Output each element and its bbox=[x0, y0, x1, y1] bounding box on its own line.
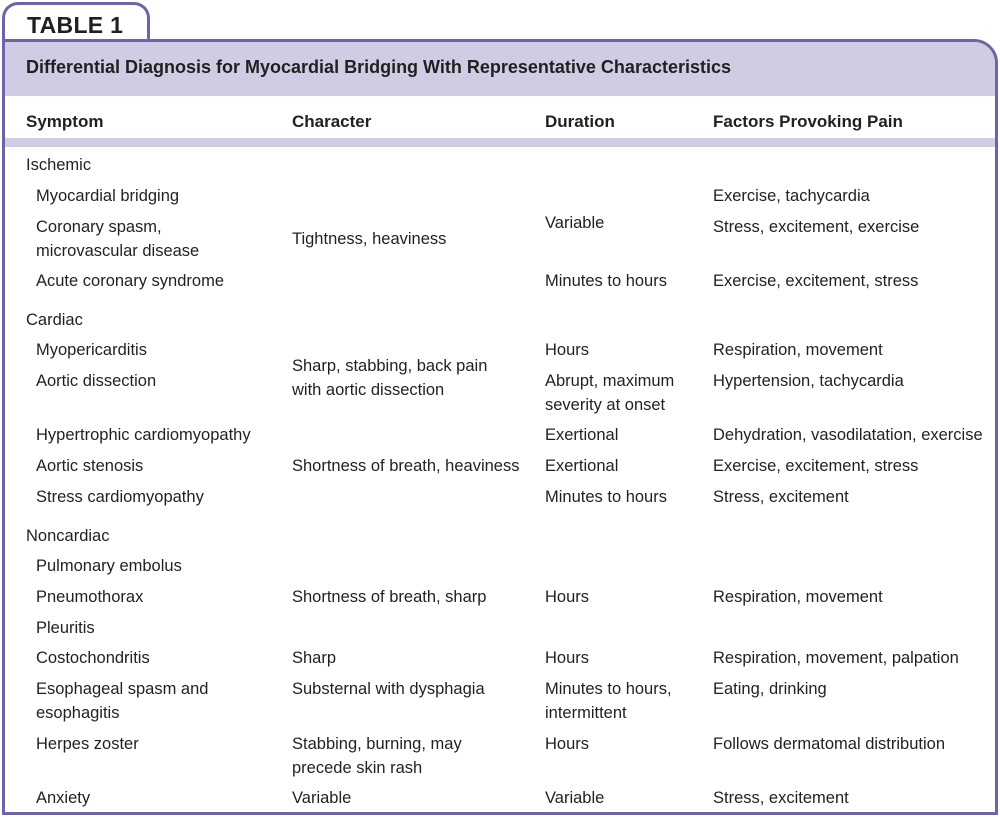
symptom-cell: Esophageal spasm and esophagitis bbox=[36, 680, 209, 722]
duration-cell: Exertional bbox=[545, 426, 619, 444]
table-frame bbox=[2, 39, 998, 815]
column-header-factors: Factors Provoking Pain bbox=[713, 112, 903, 131]
character-cell: Variable bbox=[292, 789, 352, 807]
symptom-cell: Coronary spasm, microvascular disease bbox=[36, 218, 200, 260]
table-label: TABLE 1 bbox=[27, 12, 124, 38]
category-label: Noncardiac bbox=[26, 527, 110, 545]
character-cell: Sharp, stabbing, back pain with aortic dissection bbox=[292, 357, 488, 399]
symptom-cell: Myopericarditis bbox=[36, 341, 147, 359]
character-cell: Substernal with dysphagia bbox=[292, 680, 485, 698]
factors-cell: Follows dermatomal distribution bbox=[713, 735, 946, 753]
symptom-cell: Anxiety bbox=[36, 789, 91, 807]
factors-cell: Respiration, movement, palpation bbox=[713, 649, 959, 667]
character-cell: Tightness, heaviness bbox=[292, 230, 447, 248]
factors-cell: Dehydration, vasodilatation, exercise bbox=[713, 426, 983, 444]
symptom-cell: Acute coronary syndrome bbox=[36, 272, 225, 290]
title-band bbox=[5, 42, 995, 96]
symptom-cell: Aortic dissection bbox=[36, 372, 157, 390]
symptom-cell: Aortic stenosis bbox=[36, 457, 144, 475]
character-cell: Shortness of breath, sharp bbox=[292, 588, 487, 606]
character-cell: Stabbing, burning, may precede skin rash bbox=[292, 735, 462, 777]
symptom-cell: Myocardial bridging bbox=[36, 187, 180, 205]
character-cell: Sharp bbox=[292, 649, 337, 667]
factors-cell: Stress, excitement bbox=[713, 488, 849, 506]
duration-cell: Variable bbox=[545, 789, 605, 807]
duration-cell: Hours bbox=[545, 341, 590, 359]
factors-cell: Hypertension, tachycardia bbox=[713, 372, 904, 390]
symptom-cell: Pulmonary embolus bbox=[36, 557, 182, 575]
duration-cell: Hours bbox=[545, 735, 590, 753]
symptom-cell: Herpes zoster bbox=[36, 735, 139, 753]
category-label: Ischemic bbox=[26, 156, 92, 174]
duration-cell: Minutes to hours, intermittent bbox=[545, 680, 672, 722]
table-title: Differential Diagnosis for Myocardial Bridging With Representative Characteristics bbox=[26, 57, 732, 77]
duration-cell: Minutes to hours bbox=[545, 488, 667, 506]
column-header-symptom: Symptom bbox=[26, 112, 104, 131]
symptom-cell: Pneumothorax bbox=[36, 588, 144, 606]
factors-cell: Stress, excitement, exercise bbox=[713, 218, 920, 236]
symptom-cell: Costochondritis bbox=[36, 649, 150, 667]
column-header-duration: Duration bbox=[545, 112, 615, 131]
category-label: Cardiac bbox=[26, 311, 83, 329]
factors-cell: Respiration, movement bbox=[713, 588, 883, 606]
duration-cell: Hours bbox=[545, 649, 590, 667]
column-header-character: Character bbox=[292, 112, 372, 131]
factors-cell: Exercise, tachycardia bbox=[713, 187, 870, 205]
symptom-cell: Stress cardiomyopathy bbox=[36, 488, 204, 506]
factors-cell: Stress, excitement bbox=[713, 789, 849, 807]
symptom-cell: Pleuritis bbox=[36, 619, 95, 637]
factors-cell: Respiration, movement bbox=[713, 341, 883, 359]
duration-cell: Abrupt, maximum severity at onset bbox=[545, 372, 675, 414]
factors-cell: Exercise, excitement, stress bbox=[713, 457, 919, 475]
factors-cell: Eating, drinking bbox=[713, 680, 827, 698]
duration-cell: Hours bbox=[545, 588, 590, 606]
character-cell: Shortness of breath, heaviness bbox=[292, 457, 520, 475]
duration-cell: Exertional bbox=[545, 457, 619, 475]
symptom-cell: Hypertrophic cardiomyopathy bbox=[36, 426, 251, 444]
factors-cell: Exercise, excitement, stress bbox=[713, 272, 919, 290]
duration-cell: Minutes to hours bbox=[545, 272, 667, 290]
header-separator bbox=[5, 138, 995, 147]
duration-cell: Variable bbox=[545, 214, 605, 232]
